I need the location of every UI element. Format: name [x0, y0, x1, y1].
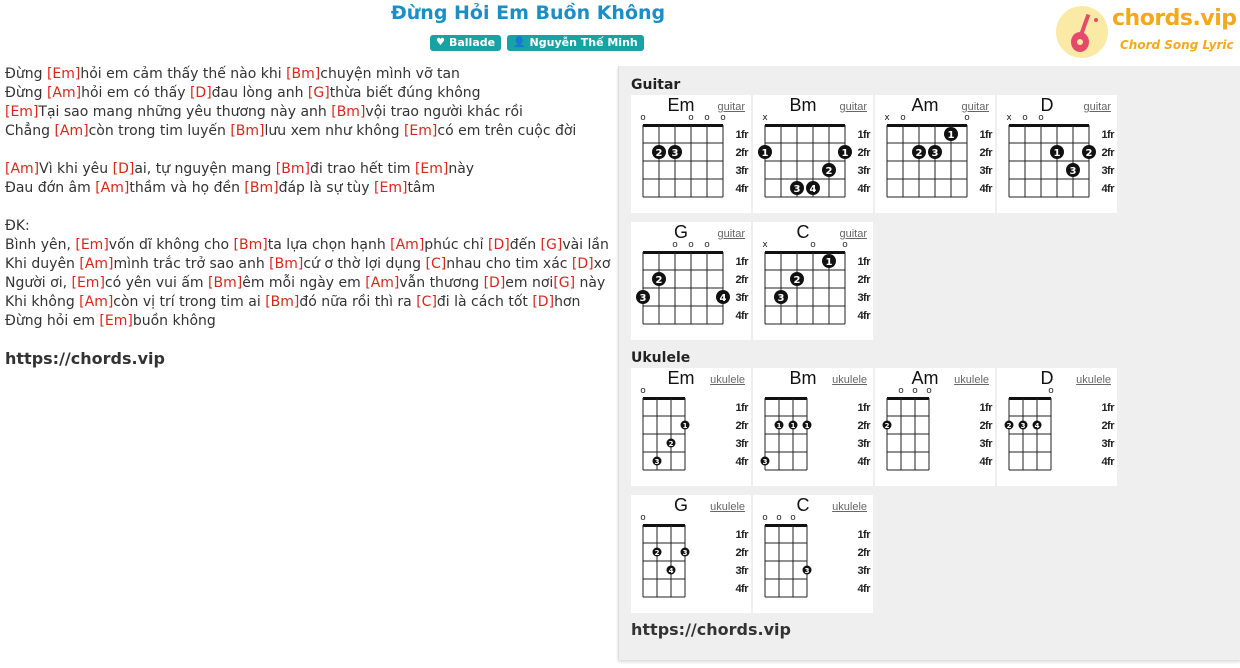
finger-dot: [667, 566, 676, 576]
lyric-text: đi là cách tốt: [436, 294, 533, 310]
svg-text:1: 1: [804, 422, 810, 430]
lyric-text: đến: [509, 237, 541, 253]
open-string-marker: o: [720, 113, 726, 123]
open-string-marker: o: [898, 386, 904, 396]
lyric-text: đó nữa rồi thì ra: [299, 294, 417, 310]
chord-name: Am: [911, 368, 939, 388]
lyric-text: hỏi em có thấy: [81, 85, 190, 101]
song-tags: [430, 35, 644, 51]
open-string-marker: o: [926, 386, 932, 396]
svg-text:4: 4: [668, 567, 674, 575]
guitar-icon: [1056, 6, 1108, 58]
lyric-line: [5, 274, 605, 293]
chord-panel: [618, 66, 1240, 660]
genre-label: Ballade: [448, 36, 496, 49]
chord-token[interactable]: [Am]: [390, 237, 425, 253]
finger-dot: [716, 290, 730, 304]
finger-dot: [1033, 421, 1042, 431]
fret-label: 4fr: [735, 183, 748, 195]
lyric-text: đau lòng anh: [211, 85, 308, 101]
guitar-link[interactable]: guitar: [1083, 101, 1111, 113]
lyric-text: thừa biết đúng không: [329, 85, 481, 101]
lyric-text: ĐK:: [5, 218, 30, 234]
finger-dot: [761, 457, 770, 467]
finger-dot: [803, 566, 812, 576]
fret-label: 2fr: [735, 147, 748, 159]
finger-dot: [803, 421, 812, 431]
finger-dot: [636, 290, 650, 304]
svg-text:2: 2: [793, 275, 801, 286]
chord-token[interactable]: [Am]: [5, 161, 40, 177]
open-string-marker: o: [1022, 113, 1028, 123]
lyric-text: Đừng hỏi em: [5, 313, 100, 329]
finger-dot: [774, 290, 788, 304]
open-string-marker: o: [640, 513, 646, 523]
svg-text:2: 2: [825, 166, 833, 177]
svg-text:3: 3: [671, 148, 679, 159]
lyric-text: phúc chỉ: [424, 237, 488, 253]
fret-label: 3fr: [857, 165, 870, 177]
chord-name: C: [796, 222, 810, 242]
lyric-line: [5, 160, 605, 179]
chord-token[interactable]: [D]: [189, 85, 212, 101]
chord-name: D: [1040, 368, 1054, 388]
lyric-line: [5, 84, 605, 103]
fret-label: 4fr: [1101, 456, 1114, 468]
guitar-chord-card-g[interactable]: [631, 222, 751, 340]
finger-dot: [667, 439, 676, 449]
fret-label: 1fr: [979, 129, 992, 141]
finger-dot: [883, 421, 892, 431]
fret-label: 2fr: [735, 547, 748, 559]
fret-label: 1fr: [857, 402, 870, 414]
ukulele-link[interactable]: ukulele: [1076, 374, 1111, 386]
ukulele-link[interactable]: ukulele: [954, 374, 989, 386]
open-string-marker: o: [810, 240, 816, 250]
chord-token[interactable]: [Bm]: [286, 66, 321, 82]
chord-token[interactable]: [Am]: [46, 85, 82, 101]
lyric-text: cứ ơ thờ lợi dụng: [303, 256, 426, 272]
lyric-text: này: [575, 275, 606, 291]
finger-dot: [822, 163, 836, 177]
finger-dot: [775, 421, 784, 431]
open-string-marker: o: [640, 386, 646, 396]
open-string-marker: o: [900, 113, 906, 123]
lyric-text: hơn: [554, 294, 581, 310]
ukulele-link[interactable]: ukulele: [710, 374, 745, 386]
fret-label: 3fr: [735, 292, 748, 304]
svg-text:1: 1: [1053, 148, 1061, 159]
guitar-link[interactable]: guitar: [839, 101, 867, 113]
fret-label: 1fr: [735, 256, 748, 268]
chord-token[interactable]: [Bm]: [230, 123, 265, 139]
fret-label: 4fr: [735, 456, 748, 468]
lyric-text: đáp là sự tùy: [278, 180, 375, 196]
finger-dot: [928, 145, 942, 159]
lyric-line: [5, 312, 605, 331]
svg-text:4: 4: [719, 293, 727, 304]
guitar-chord-card-bm[interactable]: [753, 95, 873, 213]
chord-token[interactable]: [G]: [553, 275, 576, 291]
lyric-text: còn trong tim luyến: [88, 123, 231, 139]
lyric-text: có em trên cuộc đời: [437, 123, 577, 139]
lyric-text: Tại sao mang những yêu thương này anh: [38, 104, 332, 120]
fret-label: 4fr: [979, 183, 992, 195]
person-icon: 👤: [513, 37, 526, 48]
fret-label: 3fr: [857, 438, 870, 450]
muted-string-marker: x: [1006, 113, 1012, 123]
svg-text:3: 3: [804, 567, 810, 575]
site-logo[interactable]: [1054, 4, 1237, 60]
open-string-marker: o: [704, 113, 710, 123]
chord-token[interactable]: [C]: [425, 256, 447, 272]
lyric-text: êm mỗi ngày em: [242, 275, 366, 291]
chord-token[interactable]: [Bm]: [244, 180, 279, 196]
fret-label: 3fr: [979, 438, 992, 450]
finger-dot: [652, 272, 666, 286]
lyric-text: vội trao người khác rồi: [365, 104, 523, 120]
chord-name: Bm: [789, 368, 817, 388]
chord-token[interactable]: [Am]: [79, 256, 114, 272]
fret-label: 3fr: [735, 565, 748, 577]
svg-text:2: 2: [668, 440, 674, 448]
svg-text:2: 2: [654, 549, 660, 557]
chord-token[interactable]: [Bm]: [208, 275, 243, 291]
finger-dot: [1082, 145, 1096, 159]
ukulele-heading: Ukulele: [631, 350, 691, 366]
svg-text:4: 4: [1034, 422, 1040, 430]
guitar-chord-card-em[interactable]: [631, 95, 751, 213]
fret-label: 3fr: [1101, 438, 1114, 450]
finger-dot: [653, 457, 662, 467]
site-url-right[interactable]: https://chords.vip: [631, 620, 791, 639]
chord-token[interactable]: [D]: [571, 256, 594, 272]
lyric-line: [5, 65, 605, 84]
lyric-text: vốn dĩ không cho: [108, 237, 234, 253]
chord-token[interactable]: [Am]: [95, 180, 130, 196]
finger-dot: [790, 272, 804, 286]
fret-label: 1fr: [857, 129, 870, 141]
fret-label: 1fr: [857, 529, 870, 541]
lyric-line: [5, 122, 605, 141]
song-title: Đừng Hỏi Em Buồn Không: [390, 2, 666, 24]
svg-text:3: 3: [762, 458, 768, 466]
lyric-text: xơ: [593, 256, 611, 272]
fret-label: 2fr: [735, 420, 748, 432]
lyric-line: [5, 236, 609, 255]
svg-text:1: 1: [761, 148, 769, 159]
lyric-text: đi trao hết tim: [309, 161, 415, 177]
site-url-left[interactable]: https://chords.vip: [5, 349, 165, 368]
chord-token[interactable]: [Am]: [54, 123, 89, 139]
svg-text:1: 1: [776, 422, 782, 430]
fret-label: 1fr: [735, 402, 748, 414]
lyric-text: Khi duyên: [5, 256, 80, 272]
chord-token[interactable]: [Bm]: [275, 161, 310, 177]
muted-string-marker: x: [762, 240, 768, 250]
svg-text:2: 2: [655, 275, 663, 286]
ukulele-link[interactable]: ukulele: [832, 501, 867, 513]
logo-name: chords.vip: [1112, 6, 1237, 31]
lyric-text: còn vị trí trong tim ai: [113, 294, 266, 310]
ukulele-chord-card-bm[interactable]: [753, 368, 873, 486]
guitar-link[interactable]: guitar: [961, 101, 989, 113]
svg-text:3: 3: [654, 458, 660, 466]
chord-name: G: [673, 222, 688, 242]
lyric-text: ai, tự nguyện mang: [134, 161, 276, 177]
lyric-line: [5, 103, 605, 122]
artist-tag[interactable]: [507, 35, 644, 51]
chord-name: D: [1040, 95, 1054, 115]
svg-text:1: 1: [825, 257, 833, 268]
chord-token[interactable]: [Am]: [365, 275, 400, 291]
finger-dot: [681, 548, 690, 558]
chord-name: Am: [911, 95, 939, 115]
svg-text:4: 4: [809, 184, 817, 195]
finger-dot: [681, 421, 690, 431]
finger-dot: [789, 421, 798, 431]
svg-text:2: 2: [655, 148, 663, 159]
fret-label: 2fr: [979, 420, 992, 432]
open-string-marker: o: [688, 240, 694, 250]
chord-token[interactable]: [Bm]: [331, 104, 366, 120]
finger-dot: [668, 145, 682, 159]
svg-text:3: 3: [639, 293, 647, 304]
fret-label: 3fr: [1101, 165, 1114, 177]
chord-token[interactable]: [G]: [540, 237, 563, 253]
lyric-text: ta lựa chọn hạnh: [267, 237, 391, 253]
finger-dot: [822, 254, 836, 268]
finger-dot: [790, 181, 804, 195]
lyric-text: Đừng: [5, 85, 47, 101]
lyric-line: [5, 255, 611, 274]
fret-label: 4fr: [979, 456, 992, 468]
lyric-line: [5, 217, 605, 236]
open-string-marker: o: [688, 113, 694, 123]
fret-label: 2fr: [857, 274, 870, 286]
fret-label: 2fr: [1101, 420, 1114, 432]
fret-label: 2fr: [857, 420, 870, 432]
fret-label: 4fr: [857, 456, 870, 468]
svg-text:2: 2: [1006, 422, 1012, 430]
fret-label: 3fr: [735, 438, 748, 450]
lyric-text: Khi không: [5, 294, 80, 310]
fret-label: 4fr: [857, 310, 870, 322]
fret-label: 2fr: [979, 147, 992, 159]
open-string-marker: o: [1048, 386, 1054, 396]
fret-label: 1fr: [979, 402, 992, 414]
lyric-text: có yên vui ấm: [104, 275, 209, 291]
fret-label: 1fr: [735, 529, 748, 541]
open-string-marker: o: [1038, 113, 1044, 123]
open-string-marker: o: [672, 240, 678, 250]
genre-tag[interactable]: [430, 35, 501, 51]
lyric-line: [5, 293, 605, 312]
chord-token[interactable]: [Bm]: [265, 294, 300, 310]
chord-token[interactable]: [Em]: [99, 313, 133, 329]
finger-dot: [1005, 421, 1014, 431]
open-string-marker: o: [704, 240, 710, 250]
chord-token[interactable]: [Am]: [79, 294, 114, 310]
lyric-blank: [5, 198, 605, 217]
fret-label: 4fr: [857, 183, 870, 195]
lyric-text: em nơi: [505, 275, 554, 291]
lyric-text: vài lần: [562, 237, 609, 253]
lyric-text: buồn không: [132, 313, 216, 329]
chord-token[interactable]: [Em]: [403, 123, 438, 139]
fret-label: 3fr: [735, 165, 748, 177]
ukulele-chord-card-em[interactable]: [631, 368, 751, 486]
chord-token[interactable]: [D]: [532, 294, 555, 310]
finger-dot: [652, 145, 666, 159]
lyric-text: Chẳng: [5, 123, 55, 139]
open-string-marker: o: [964, 113, 970, 123]
chord-token[interactable]: [D]: [487, 237, 510, 253]
lyric-text: lưu xem như không: [264, 123, 404, 139]
svg-text:3: 3: [1069, 166, 1077, 177]
lyric-text: Người ơi,: [5, 275, 72, 291]
svg-text:3: 3: [793, 184, 801, 195]
logo-tagline: Chord Song Lyric: [1120, 38, 1234, 52]
guitar-chord-card-c[interactable]: [753, 222, 873, 340]
chord-token[interactable]: [D]: [112, 161, 135, 177]
open-string-marker: o: [790, 513, 796, 523]
lyric-text: Đau đớn âm: [5, 180, 96, 196]
chord-token[interactable]: [Em]: [46, 66, 81, 82]
ukulele-link[interactable]: ukulele: [832, 374, 867, 386]
lyric-blank: [5, 141, 605, 160]
heart-pulse-icon: ♥: [436, 37, 445, 48]
open-string-marker: o: [776, 513, 782, 523]
fret-label: 1fr: [735, 129, 748, 141]
chord-name: Em: [667, 95, 695, 115]
lyric-text: Vì khi yêu: [39, 161, 113, 177]
chord-name: G: [673, 495, 688, 515]
finger-dot: [758, 145, 772, 159]
svg-text:1: 1: [841, 148, 849, 159]
svg-text:1: 1: [947, 130, 955, 141]
chord-name: C: [796, 495, 810, 515]
chord-token[interactable]: [Em]: [71, 275, 105, 291]
lyric-text: này: [448, 161, 475, 177]
finger-dot: [806, 181, 820, 195]
fret-label: 4fr: [1101, 183, 1114, 195]
finger-dot: [944, 127, 958, 141]
open-string-marker: o: [762, 513, 768, 523]
fret-label: 2fr: [857, 547, 870, 559]
lyric-text: Đừng: [5, 66, 47, 82]
lyric-text: hỏi em cảm thấy thế nào khi: [80, 66, 287, 82]
fret-label: 2fr: [857, 147, 870, 159]
chord-token[interactable]: [C]: [416, 294, 437, 310]
chord-token[interactable]: [Bm]: [233, 237, 268, 253]
ukulele-chord-card-am[interactable]: [875, 368, 995, 486]
lyric-text: chuyện mình vỡ tan: [320, 66, 460, 82]
fret-label: 4fr: [735, 310, 748, 322]
fret-label: 1fr: [1101, 402, 1114, 414]
chord-token[interactable]: [Em]: [5, 104, 39, 120]
finger-dot: [1019, 421, 1028, 431]
fret-label: 4fr: [735, 583, 748, 595]
svg-text:2: 2: [884, 422, 890, 430]
ukulele-chord-card-g[interactable]: [631, 495, 751, 613]
ukulele-chord-card-c[interactable]: [753, 495, 873, 613]
svg-text:2: 2: [1085, 148, 1093, 159]
guitar-heading: Guitar: [631, 77, 681, 93]
finger-dot: [1066, 163, 1080, 177]
lyric-text: thầm và họ đền: [129, 180, 245, 196]
finger-dot: [1050, 145, 1064, 159]
fret-label: 2fr: [735, 274, 748, 286]
chord-token[interactable]: [Bm]: [269, 256, 304, 272]
lyric-text: tâm: [407, 180, 436, 196]
chord-name: Em: [667, 368, 695, 388]
svg-text:1: 1: [682, 422, 688, 430]
chord-token[interactable]: [Em]: [75, 237, 109, 253]
svg-text:3: 3: [1020, 422, 1026, 430]
lyrics-block: [5, 65, 611, 331]
fret-label: 4fr: [857, 583, 870, 595]
artist-label: Nguyễn Thế Minh: [529, 36, 638, 49]
lyric-text: vẫn thương: [399, 275, 484, 291]
lyric-text: mình trắc trở sao anh: [113, 256, 270, 272]
lyric-text: Bình yên,: [5, 237, 76, 253]
chord-token[interactable]: [D]: [483, 275, 506, 291]
guitar-link[interactable]: guitar: [717, 228, 745, 240]
guitar-link[interactable]: guitar: [717, 101, 745, 113]
muted-string-marker: x: [762, 113, 768, 123]
fret-label: 1fr: [1101, 129, 1114, 141]
guitar-chord-card-am[interactable]: [875, 95, 995, 213]
open-string-marker: o: [842, 240, 848, 250]
fret-label: 3fr: [857, 292, 870, 304]
finger-dot: [838, 145, 852, 159]
open-string-marker: o: [640, 113, 646, 123]
fret-label: 3fr: [857, 565, 870, 577]
ukulele-chord-card-d[interactable]: [997, 368, 1117, 486]
fret-label: 3fr: [979, 165, 992, 177]
fret-label: 2fr: [1101, 147, 1114, 159]
muted-string-marker: x: [884, 113, 890, 123]
ukulele-link[interactable]: ukulele: [710, 501, 745, 513]
svg-text:3: 3: [931, 148, 939, 159]
chord-token[interactable]: [G]: [307, 85, 330, 101]
lyric-line: [5, 179, 605, 198]
svg-text:3: 3: [777, 293, 785, 304]
lyric-text: nhau cho tim xác: [446, 256, 572, 272]
guitar-link[interactable]: guitar: [839, 228, 867, 240]
svg-text:3: 3: [682, 549, 688, 557]
chord-token[interactable]: [Em]: [374, 180, 408, 196]
open-string-marker: o: [912, 386, 918, 396]
guitar-chord-card-d[interactable]: [997, 95, 1117, 213]
svg-text:1: 1: [790, 422, 796, 430]
finger-dot: [653, 548, 662, 558]
svg-text:2: 2: [915, 148, 923, 159]
chord-token[interactable]: [Em]: [414, 161, 449, 177]
finger-dot: [912, 145, 926, 159]
chord-name: Bm: [789, 95, 817, 115]
fret-label: 1fr: [857, 256, 870, 268]
